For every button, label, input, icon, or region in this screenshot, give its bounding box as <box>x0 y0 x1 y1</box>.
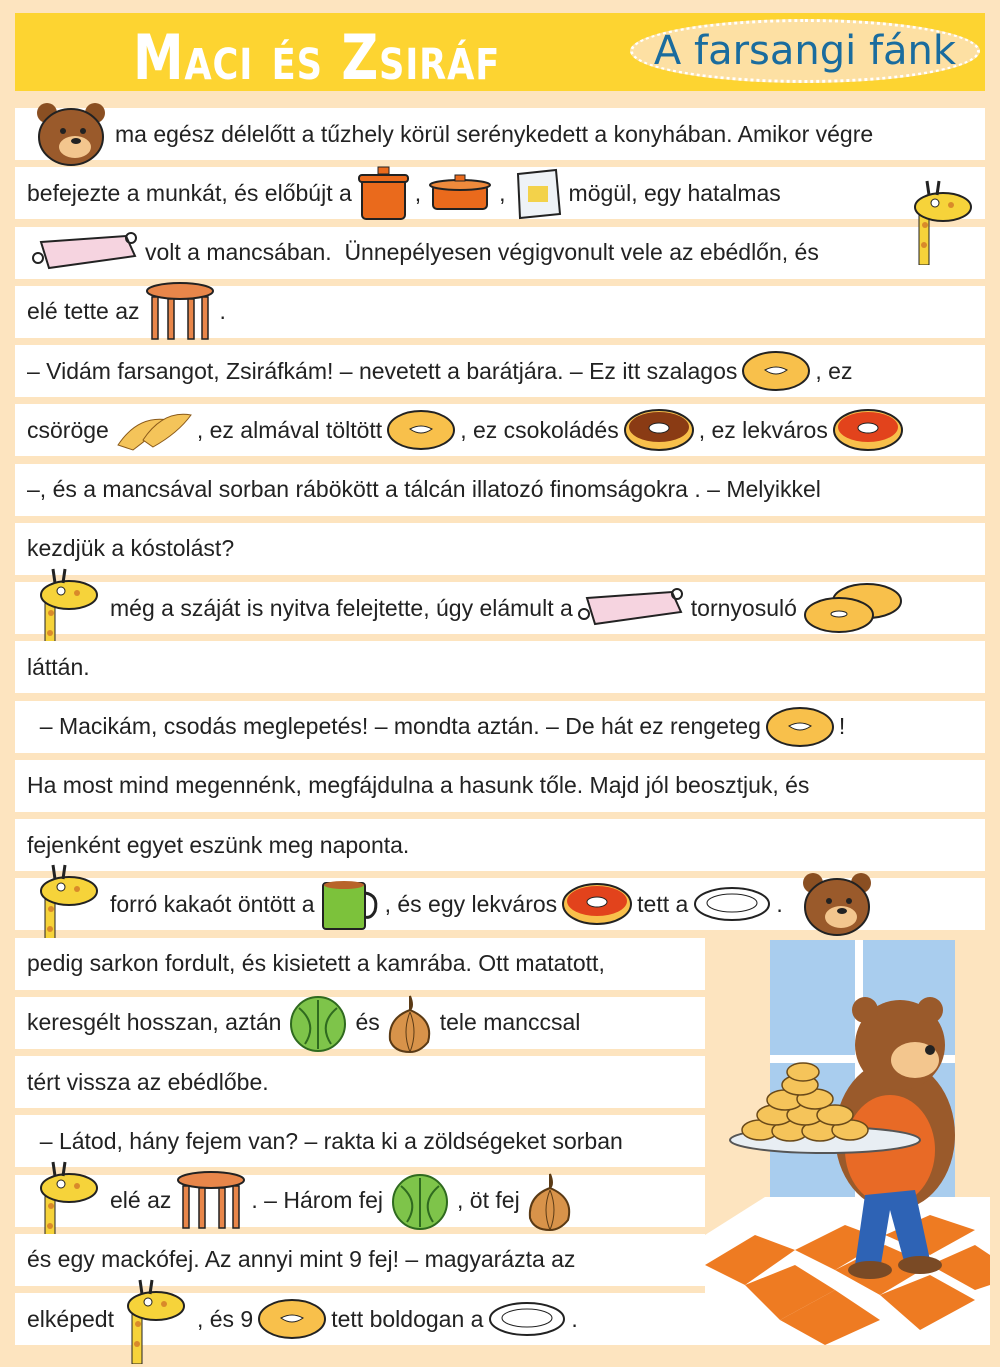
line-text: . <box>571 1305 578 1332</box>
line-text: Ha most mind megennénk, megfájdulna a hasunk tőle. Majd jól beosztjuk, és <box>27 772 810 799</box>
line-text: . <box>776 890 783 917</box>
text-line <box>15 641 985 693</box>
giraffe-icon <box>905 175 980 270</box>
text-line <box>15 1175 705 1227</box>
line-text: , <box>499 179 506 206</box>
line-text: volt a mancsában. Ünnepélyesen végigvonult vele az ebédlőn, és <box>145 239 819 265</box>
line-text: elé az <box>110 1187 172 1213</box>
onion-icon <box>524 1170 576 1232</box>
line-text: , ez lekváros <box>698 416 828 443</box>
text-line <box>15 404 985 456</box>
text-line <box>15 108 985 160</box>
text-line <box>15 1293 705 1345</box>
baking-tray-icon <box>31 230 141 275</box>
text-line <box>15 523 985 575</box>
line-text: – Macikám, csodás meglepetés! – mondta aztán. – De hát ez rengeteg <box>27 713 761 739</box>
line-text: kezdjük a kóstolást? <box>27 535 235 562</box>
donut-jam-icon <box>832 408 904 452</box>
text-line <box>15 167 985 219</box>
line-text: tornyosuló <box>690 594 797 621</box>
text-line <box>15 878 985 930</box>
onion-icon <box>384 992 436 1054</box>
line-text: láttán. <box>27 653 90 680</box>
line-text: , <box>414 179 422 206</box>
baking-tray-icon <box>577 586 687 631</box>
giraffe-icon <box>31 1156 106 1246</box>
giraffe-icon <box>31 859 106 949</box>
plate-icon <box>487 1299 567 1339</box>
text-line <box>15 760 985 812</box>
line-text: még a száját is nyitva felejtette, úgy elámult a <box>110 594 573 621</box>
line-text: forró kakaót öntött a <box>110 890 315 917</box>
text-line <box>15 997 705 1049</box>
donut-icon <box>765 706 835 748</box>
text-line <box>15 227 985 279</box>
line-text: és egy mackófej. Az annyi mint 9 fej! – magyarázta az <box>27 1246 576 1273</box>
giraffe-icon <box>118 1274 193 1364</box>
text-line <box>15 582 985 634</box>
text-line <box>15 345 985 397</box>
line-text: tele manccsal <box>439 1009 581 1036</box>
line-text: és <box>355 1009 380 1036</box>
stool-icon <box>144 281 216 343</box>
line-text: , ez almával töltött <box>196 416 383 443</box>
bear-carrying-donuts-illustration <box>705 935 990 1345</box>
stool-icon <box>175 1170 247 1232</box>
text-line <box>15 1056 705 1108</box>
bear-icon <box>797 869 877 939</box>
line-text: , és 9 <box>196 1305 254 1332</box>
line-text: keresgélt hosszan, aztán <box>27 1009 282 1036</box>
cabbage-icon <box>387 1172 453 1230</box>
line-text: , ez <box>815 357 853 384</box>
text-line <box>15 286 985 338</box>
donut-icon <box>257 1298 327 1340</box>
donut-icon <box>741 350 811 392</box>
line-text: tért vissza az ebédlőbe. <box>27 1068 269 1095</box>
donut-icon <box>386 409 456 451</box>
line-text: – Látod, hány fejem van? – rakta ki a zöldségeket sorban <box>27 1127 623 1154</box>
chrust-icon <box>113 405 193 455</box>
line-text: mögül, egy hatalmas <box>568 179 781 206</box>
text-line <box>15 1115 705 1167</box>
text-line <box>15 819 985 871</box>
bear-icon <box>31 99 111 169</box>
text-line <box>15 701 985 753</box>
story-subtitle: A farsangi fánk <box>630 19 980 83</box>
mug-icon <box>319 877 381 932</box>
line-text: ma egész délelőtt a tűzhely körül serénykedett a konyhában. Amikor végre <box>115 120 874 147</box>
header-banner <box>15 13 985 94</box>
line-text: , ez csokoládés <box>460 416 619 443</box>
cabbage-icon <box>285 994 351 1052</box>
line-text: – Vidám farsangot, Zsiráfkám! – nevetett a barátjára. – Ez itt szalagos <box>27 357 738 384</box>
pan-icon <box>425 173 495 213</box>
line-text: –, és a mancsával sorban rábökött a tálcán illatozó finomságokra . – Melyikkel <box>27 476 821 502</box>
line-text: elé tette az <box>27 298 140 325</box>
page-title: Maci és Zsiráf <box>133 21 501 94</box>
donut-chocolate-icon <box>623 408 695 452</box>
line-text: , és egy lekváros <box>384 890 558 917</box>
flour-bag-icon <box>510 166 565 221</box>
line-text: tett a <box>637 890 689 917</box>
donut-pile-icon <box>801 581 906 636</box>
line-text: csöröge <box>27 416 109 443</box>
line-text: pedig sarkon fordult, és kisietett a kamrába. Ott matatott, <box>27 950 605 976</box>
giraffe-icon <box>31 563 106 653</box>
line-text: . <box>219 298 226 325</box>
line-text: tett boldogan a <box>331 1305 484 1332</box>
line-text: ! <box>838 713 846 739</box>
text-line <box>15 464 985 516</box>
text-line <box>15 938 705 990</box>
pot-icon <box>356 163 411 223</box>
line-text: elképedt <box>27 1305 114 1332</box>
line-text: fejenként egyet eszünk meg naponta. <box>27 831 410 858</box>
line-text: befejezte a munkát, és előbújt a <box>27 179 352 206</box>
line-text: , öt fej <box>457 1187 520 1213</box>
plate-icon <box>692 884 772 924</box>
line-text: . – Három fej <box>251 1187 384 1213</box>
donut-jam-icon <box>561 882 633 926</box>
